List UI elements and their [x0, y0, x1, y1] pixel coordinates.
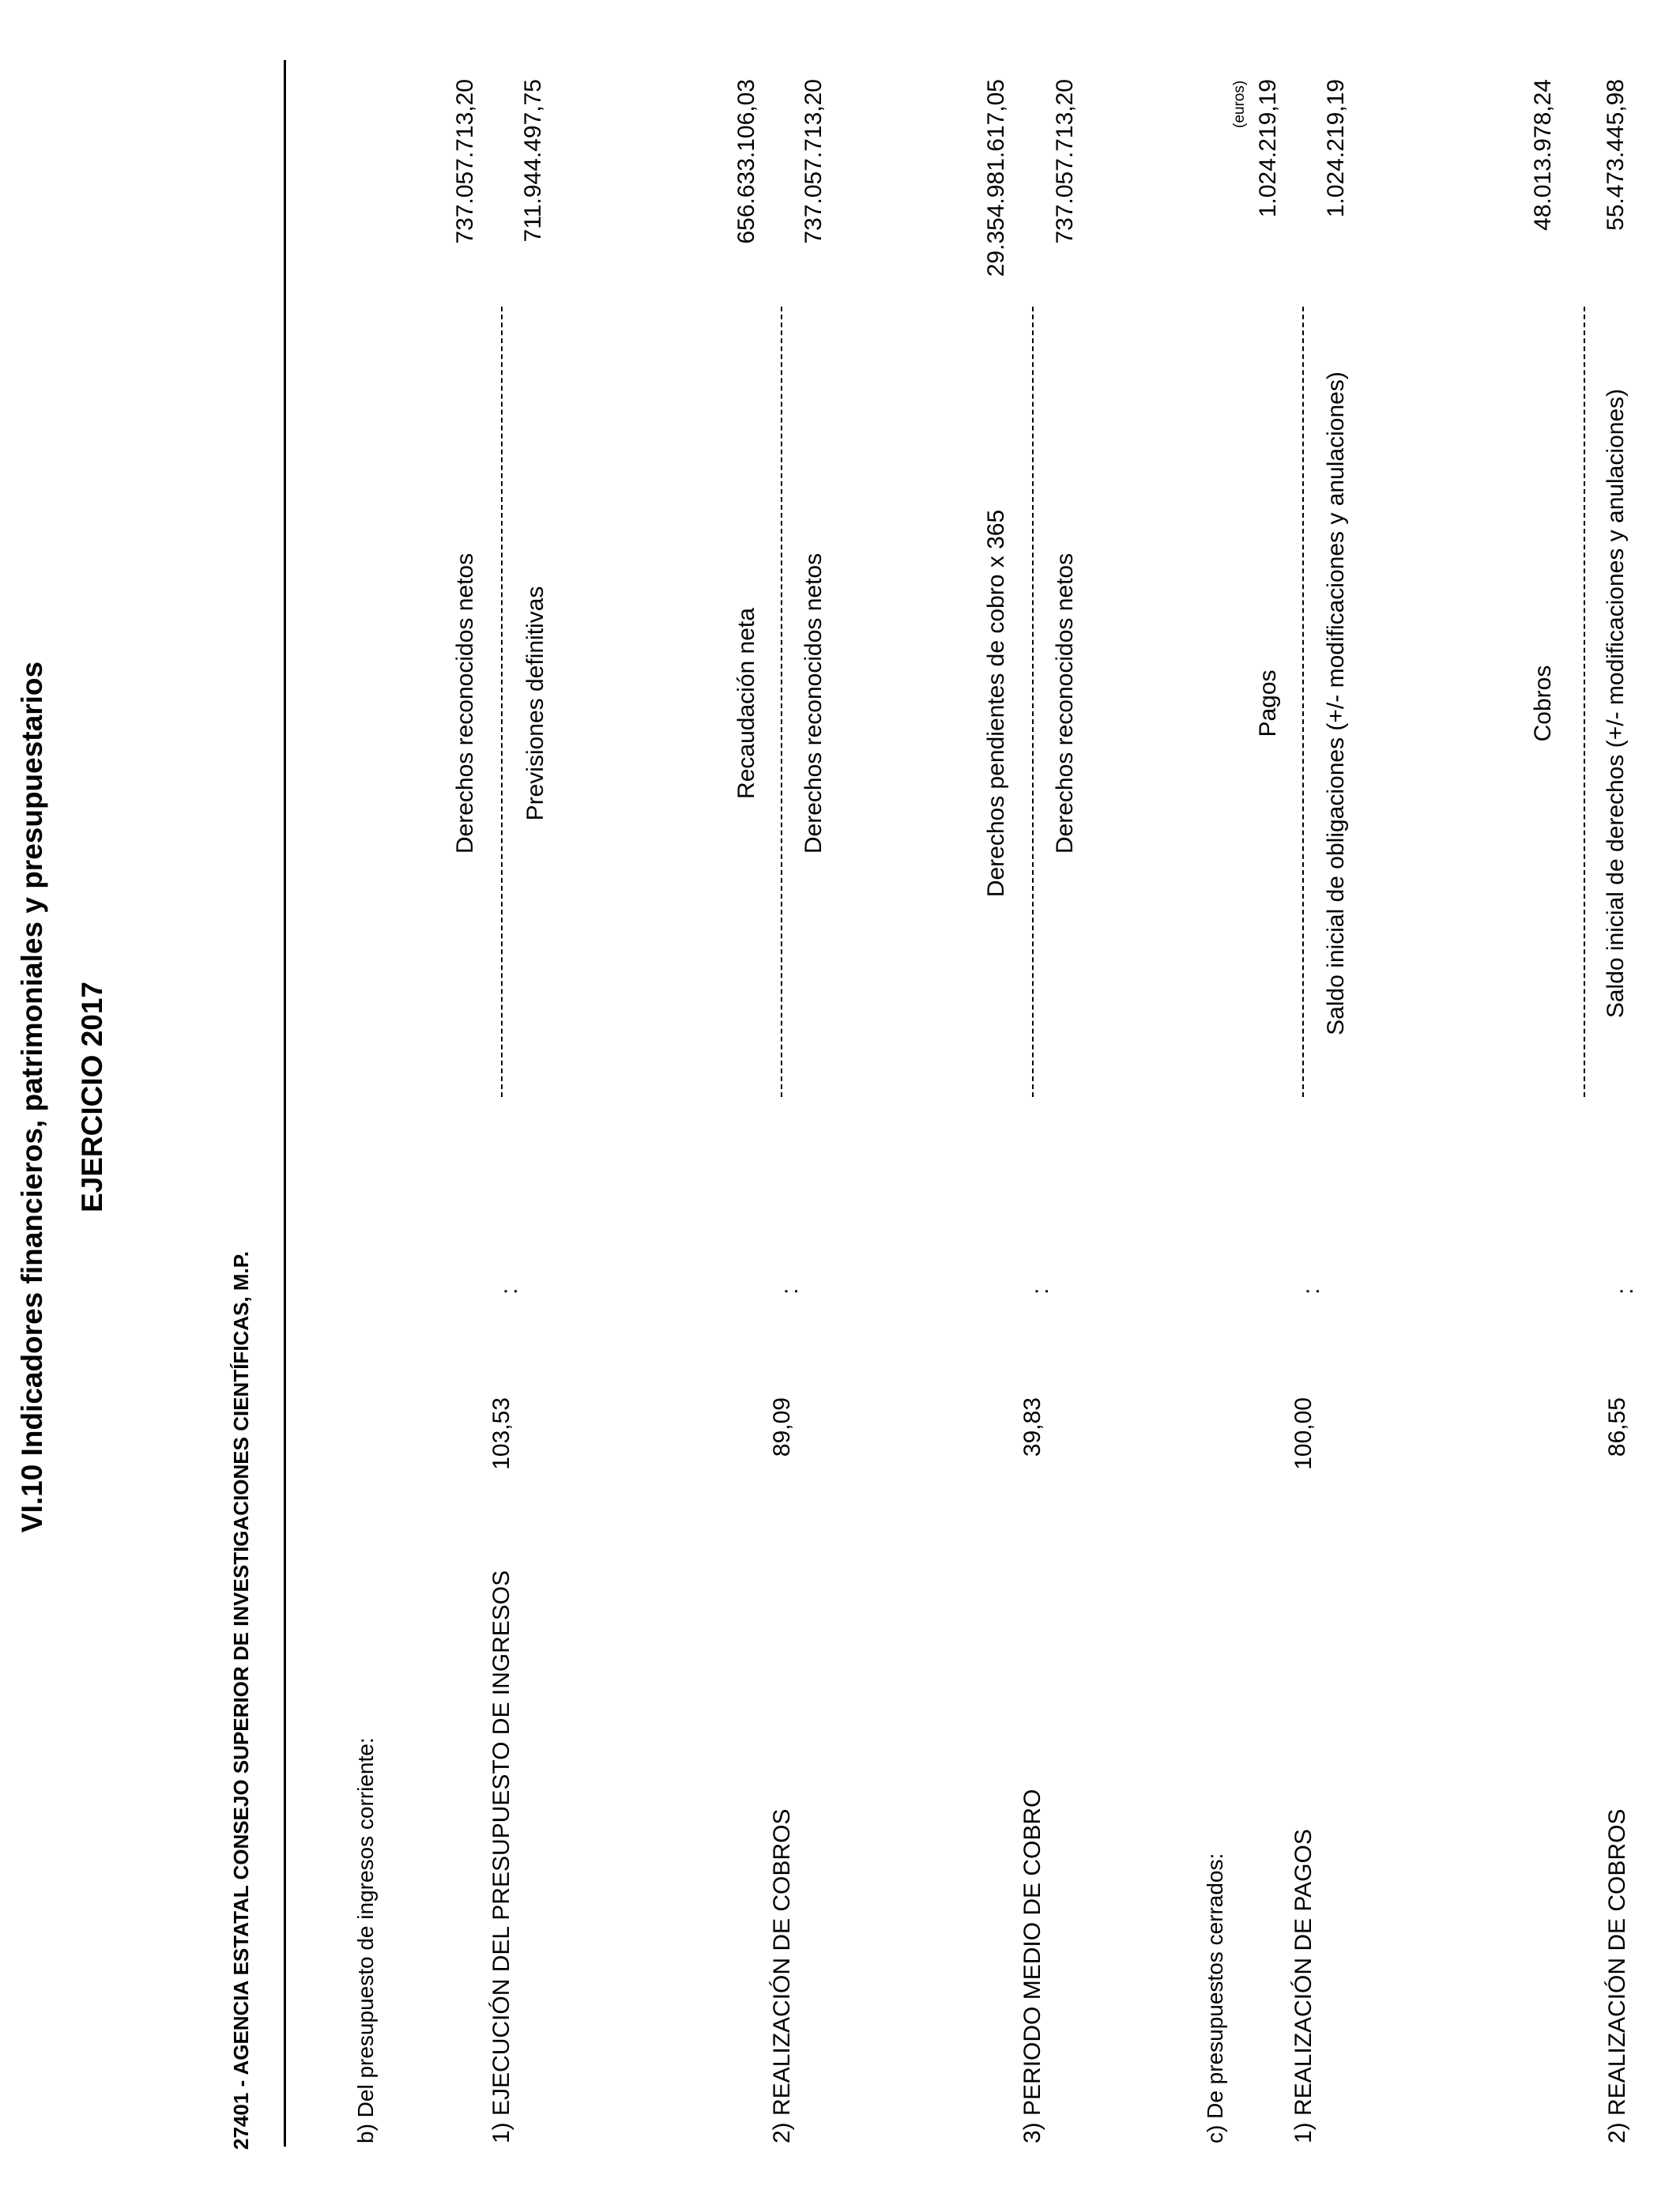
page-subtitle: EJERCICIO 2017: [76, 981, 108, 1213]
denominator-value: 55.473.445,98: [1603, 79, 1629, 231]
fraction-line: [1032, 307, 1034, 1097]
numerator-value: 29.354.981.617,05: [983, 79, 1009, 277]
indicator-colon: :: [777, 1287, 803, 1295]
indicator-label: 2) REALIZACIÓN DE COBROS: [1604, 1808, 1630, 2143]
indicator-label: 3) PERIODO MEDIO DE COBRO: [1019, 1789, 1045, 2143]
indicator-colon: :: [1612, 1287, 1638, 1295]
numerator-label: Derechos reconocidos netos: [452, 552, 478, 854]
numerator-label: Derechos pendientes de cobro x 365: [983, 509, 1009, 898]
indicator-label: 1) REALIZACIÓN DE PAGOS: [1290, 1829, 1317, 2143]
denominator-value: 737.057.713,20: [800, 79, 827, 244]
numerator-value: 1.024.219,19: [1255, 79, 1281, 218]
numerator-value: 737.057.713,20: [452, 79, 478, 244]
indicator-value: 103,53: [488, 1397, 514, 1470]
denominator-label: Derechos reconocidos netos: [1052, 552, 1078, 854]
indicator-value: 86,55: [1604, 1397, 1630, 1457]
fraction-line: [781, 307, 782, 1097]
numerator-label: Recaudación neta: [733, 608, 759, 799]
denominator-label: Previsiones definitivas: [522, 586, 548, 821]
section-b-heading: b) Del presupuesto de ingresos corriente:: [353, 1737, 378, 2143]
indicator-label: 1) EJECUCIÓN DEL PRESUPUESTO DE INGRESOS: [488, 1570, 514, 2143]
fraction-line: [1584, 307, 1585, 1097]
indicator-label: 2) REALIZACIÓN DE COBROS: [769, 1808, 795, 2143]
denominator-value: 1.024.219,19: [1323, 79, 1349, 218]
numerator-label: Pagos: [1255, 669, 1281, 737]
entity-name: 27401 - AGENCIA ESTATAL CONSEJO SUPERIOR DE INVESTIGACIONES CIENTÍFICAS, M.P.: [229, 1251, 253, 2150]
indicator-value: 39,83: [1019, 1397, 1045, 1457]
denominator-value: 737.057.713,20: [1052, 79, 1078, 244]
numerator-value: 656.633.106,03: [733, 79, 759, 244]
indicator-value: 89,09: [769, 1397, 795, 1457]
indicator-colon: :: [1298, 1287, 1324, 1295]
indicator-value: 100,00: [1290, 1397, 1317, 1470]
denominator-label: Derechos reconocidos netos: [800, 552, 827, 854]
denominator-label: Saldo inicial de derechos (+/- modificaciones y anulaciones): [1603, 388, 1629, 1019]
fraction-line: [501, 307, 503, 1097]
indicator-colon: :: [1027, 1287, 1053, 1295]
numerator-label: Cobros: [1530, 665, 1556, 742]
header-rule: [284, 60, 286, 2147]
denominator-value: 711.944.497,75: [520, 79, 546, 243]
units-label: (euros): [1231, 80, 1248, 128]
page-title: VI.10 Indicadores financieros, patrimoniales y presupuestarios: [16, 661, 48, 1533]
section-c-heading: c) De presupuestos cerrados:: [1203, 1853, 1227, 2143]
fraction-line: [1302, 307, 1304, 1097]
indicator-colon: :: [496, 1287, 522, 1295]
denominator-label: Saldo inicial de obligaciones (+/- modificaciones y anulaciones): [1323, 371, 1349, 1035]
numerator-value: 48.013.978,24: [1530, 79, 1556, 231]
